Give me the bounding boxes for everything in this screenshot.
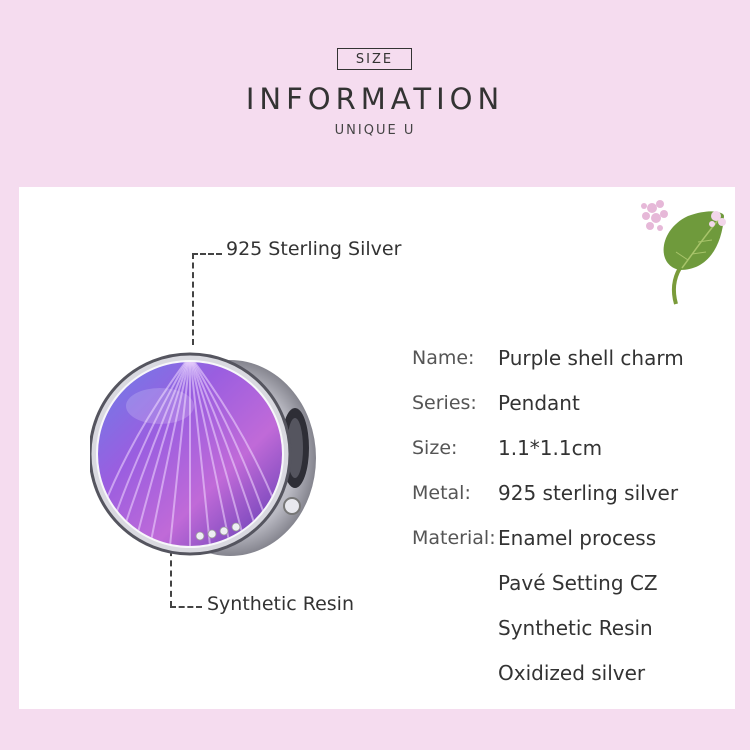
callout-line-top-vertical: [192, 253, 194, 345]
spec-value: Enamel process: [498, 526, 657, 550]
callout-synthetic-resin: Synthetic Resin: [207, 593, 354, 615]
spec-value: 925 sterling silver: [498, 481, 679, 505]
spec-value: Purple shell charm: [498, 346, 684, 370]
spec-label: Size:: [412, 437, 458, 459]
spec-label: Series:: [412, 392, 477, 414]
spec-label: Metal:: [412, 482, 471, 504]
spec-label: Material:: [412, 527, 496, 549]
spec-label: Name:: [412, 347, 475, 369]
brand-subtitle: UNIQUE U: [334, 123, 416, 138]
spec-value: Pendant: [498, 391, 580, 415]
page-title: INFORMATION: [245, 82, 505, 116]
spec-value: 1.1*1.1cm: [498, 436, 603, 460]
callout-line-top-horizontal: [192, 253, 222, 255]
spec-value: Synthetic Resin: [498, 616, 653, 640]
spec-value: Oxidized silver: [498, 661, 646, 685]
size-badge: SIZE: [337, 48, 412, 70]
callout-line-bottom-horizontal: [170, 606, 202, 608]
spec-value: Pavé Setting CZ: [498, 571, 658, 595]
shell-charm-image: [90, 336, 330, 576]
callout-sterling-silver: 925 Sterling Silver: [226, 238, 402, 260]
flower-leaf-decoration: [636, 194, 728, 310]
